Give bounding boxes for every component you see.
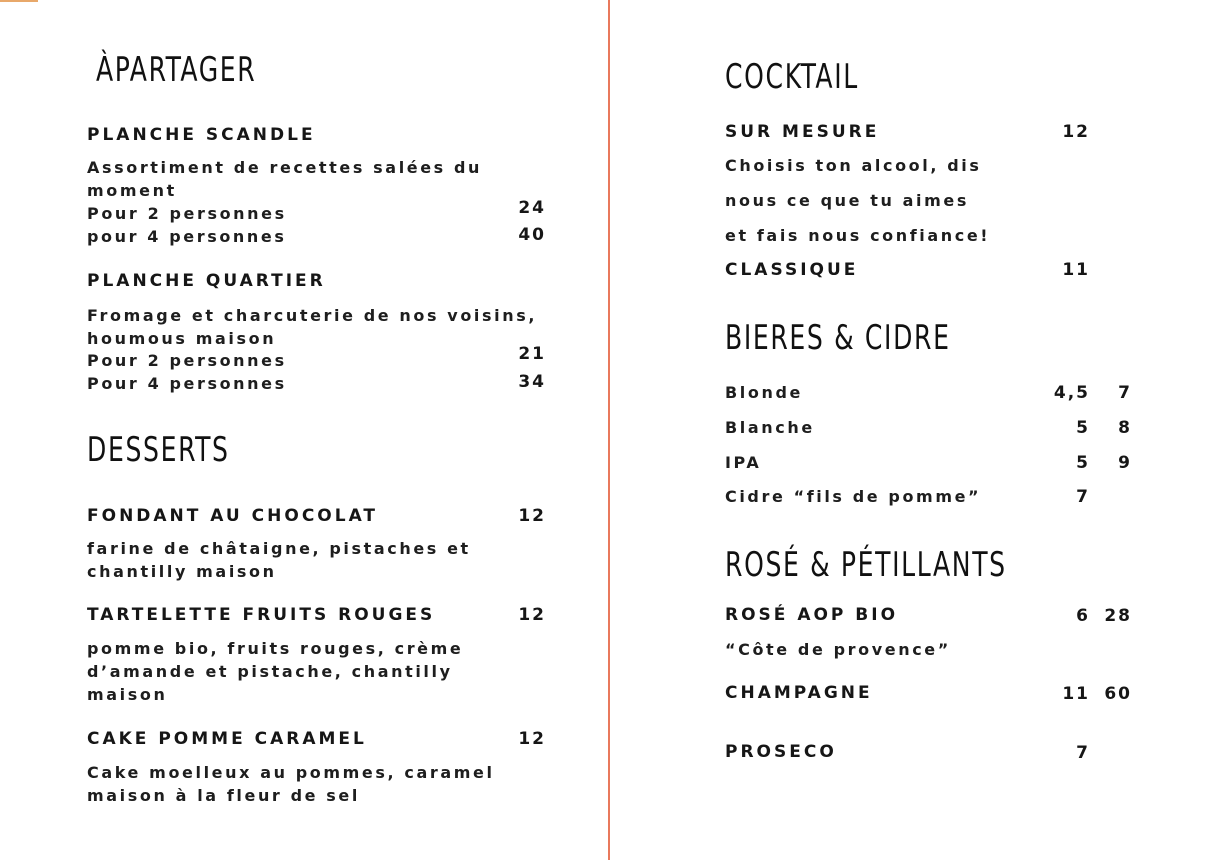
option-price: 40 xyxy=(518,225,546,245)
item-name-planche-quartier: PLANCHE QUARTIER xyxy=(87,271,326,291)
item-price-fondant: 12 xyxy=(518,506,546,526)
wine-price-bottle: 28 xyxy=(1104,606,1132,626)
item-price-classique: 11 xyxy=(1062,260,1090,280)
item-name-sur-mesure: SUR MESURE xyxy=(725,122,880,142)
beer-name: Cidre “fils de pomme” xyxy=(725,487,982,506)
section-title-cocktail: COCKTAIL xyxy=(725,57,859,97)
section-title-bieres: BIERES & CIDRE xyxy=(725,318,951,358)
wine-name: CHAMPAGNE xyxy=(725,683,873,703)
wine-name: ROSÉ AOP BIO xyxy=(725,605,899,625)
beer-name: IPA xyxy=(725,453,762,472)
wine-subtitle: “Côte de provence” xyxy=(725,640,951,659)
page-divider xyxy=(608,0,610,860)
item-desc-planche-scandle: Assortiment de recettes salées du moment xyxy=(87,158,483,200)
cocktail-desc-line: Choisis ton alcool, dis xyxy=(725,156,982,175)
item-name-fondant: FONDANT AU CHOCOLAT xyxy=(87,506,379,526)
wine-price-bottle: 60 xyxy=(1104,684,1132,704)
item-name-tartelette: TARTELETTE FRUITS ROUGES xyxy=(87,605,436,625)
wine-name: PROSECO xyxy=(725,742,837,762)
beer-price-small: 7 xyxy=(1076,487,1090,507)
beer-name: Blanche xyxy=(725,418,815,437)
cocktail-desc-line: nous ce que tu aimes xyxy=(725,191,969,210)
option-price: 21 xyxy=(518,344,546,364)
item-name-classique: CLASSIQUE xyxy=(725,260,859,280)
beer-price-large: 8 xyxy=(1118,418,1132,438)
beer-price-small: 5 xyxy=(1076,453,1090,473)
wine-price-glass: 7 xyxy=(1076,743,1090,763)
section-title-a-partager: ÀPARTAGER xyxy=(96,50,257,90)
option-label: Pour 2 personnes xyxy=(87,204,287,223)
item-desc-fondant: farine de châtaigne, pistaches et chantilly maison xyxy=(87,539,471,581)
beer-name: Blonde xyxy=(725,383,803,402)
wine-price-glass: 6 xyxy=(1076,606,1090,626)
item-name-planche-scandle: PLANCHE SCANDLE xyxy=(87,125,316,145)
item-desc-planche-quartier: Fromage et charcuterie de nos voisins, houmous maison xyxy=(87,306,537,348)
section-title-rose: ROSÉ & PÉTILLANTS xyxy=(725,545,1007,585)
option-price: 24 xyxy=(518,198,546,218)
wine-price-glass: 11 xyxy=(1062,684,1090,704)
option-price: 34 xyxy=(518,372,546,392)
item-price-sur-mesure: 12 xyxy=(1062,122,1090,142)
cocktail-desc-line: et fais nous confiance! xyxy=(725,226,991,245)
beer-price-large: 9 xyxy=(1118,453,1132,473)
option-label: pour 4 personnes xyxy=(87,227,287,246)
section-title-desserts: DESSERTS xyxy=(87,430,230,470)
beer-price-small: 5 xyxy=(1076,418,1090,438)
item-price-cake: 12 xyxy=(518,729,546,749)
corner-accent xyxy=(0,0,38,2)
beer-price-small: 4,5 xyxy=(1053,383,1090,403)
option-label: Pour 2 personnes xyxy=(87,351,287,370)
item-desc-cake: Cake moelleux au pommes, caramel maison à la fleur de sel xyxy=(87,763,495,805)
beer-price-large: 7 xyxy=(1118,383,1132,403)
item-price-tartelette: 12 xyxy=(518,605,546,625)
item-name-cake: CAKE POMME CARAMEL xyxy=(87,729,367,749)
item-desc-tartelette: pomme bio, fruits rouges, crème d’amande et pistache, chantilly maison xyxy=(87,639,464,704)
option-label: Pour 4 personnes xyxy=(87,374,287,393)
